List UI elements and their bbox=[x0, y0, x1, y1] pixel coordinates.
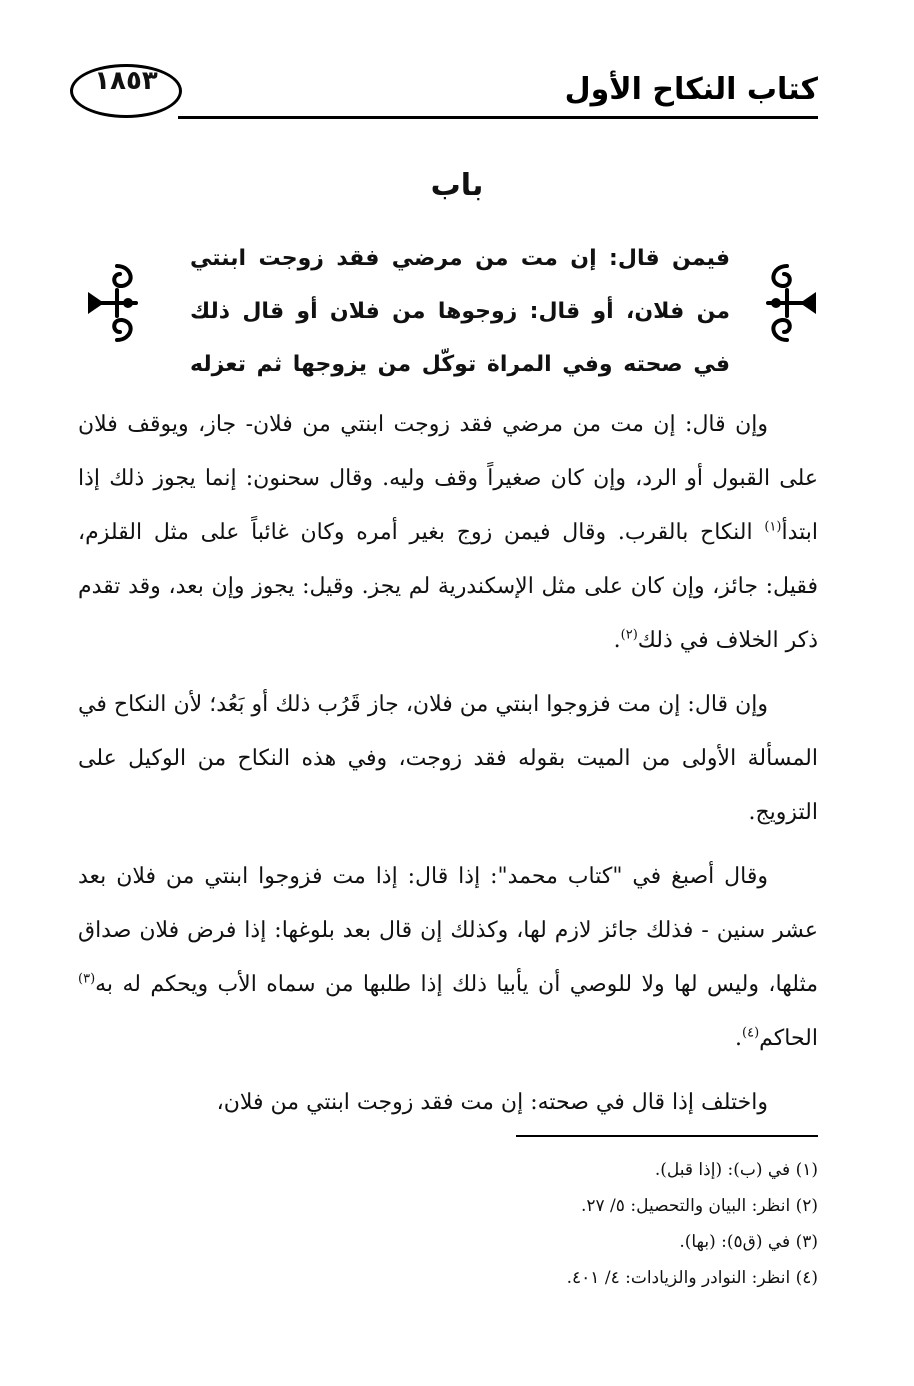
paragraph-1-text-a: وإن قال: إن مت من مرضي فقد زوجت ابنتي من فلان- جاز، ويوقف فلان على القبول أو الرد، وإن كان صغيراً وقف وليه. وقال سحنون: إنما يجوز ذلك إذا ابتدأ bbox=[78, 412, 818, 545]
header-rule bbox=[178, 116, 818, 119]
footnote-reference-3: (٣) bbox=[78, 971, 96, 987]
footnote-2: (٢) انظر: البيان والتحصيل: ٥/ ٢٧. bbox=[580, 1196, 818, 1216]
chapter-label: باب bbox=[430, 168, 484, 203]
footnote-3: (٣) في (ق٥): (بها). bbox=[679, 1232, 818, 1252]
paragraph-3-text-c: . bbox=[735, 1026, 743, 1051]
paragraph-3-text-b: الحاكم bbox=[759, 1026, 818, 1051]
page-number: ١٨٥٣ bbox=[94, 66, 158, 96]
paragraph-3-text-a: وقال أصبغ في "كتاب محمد": إذا قال: إذا مت فزوجوا ابنتي من فلان بعد عشر سنين - فذلك جائز لازم لها، وكذلك إن قال بعد بلوغها: إذا فرض فلان صداق مثلها، وليس لها ولا للوصي أن يأبيا ذلك إذا طلبها من سماه الأب ويحكم له به bbox=[78, 864, 818, 997]
body-text bbox=[78, 398, 818, 1140]
running-header bbox=[70, 58, 818, 128]
footnote-4: (٤) انظر: النوادر والزيادات: ٤/ ٤٠١. bbox=[566, 1268, 818, 1288]
paragraph-3 bbox=[78, 850, 818, 1066]
paragraph-2: وإن قال: إن مت فزوجوا ابنتي من فلان، جاز قَرُب ذلك أو بَعُد؛ لأن النكاح في المسألة الأولى من الميت بقوله فقد زوجت، وفي هذه النكاح من الوكيل على التزويج. bbox=[78, 692, 818, 825]
footnote-1: (١) في (ب): (إذا قبل). bbox=[654, 1160, 818, 1180]
ornament-left-icon bbox=[86, 262, 148, 344]
footnote-separator bbox=[516, 1135, 818, 1137]
footnote-reference-2: (٢) bbox=[620, 627, 638, 643]
book-title: كتاب النكاح الأول bbox=[564, 72, 818, 107]
footnotes bbox=[300, 1152, 818, 1296]
paragraph-4: واختلف إذا قال في صحته: إن مت فقد زوجت ابنتي من فلان، bbox=[216, 1090, 768, 1115]
footnote-reference-4: (٤) bbox=[742, 1025, 760, 1041]
paragraph-1-text-b: النكاح بالقرب. وقال فيمن زوج بغير أمره وكان غائباً على مثل القلزم، فقيل: جائز، وإن كان على مثل الإسكندرية لم يجز. وقيل: يجوز وإن بعد، وقد تقدم ذكر الخلاف في ذلك bbox=[78, 520, 818, 653]
chapter-title: فيمن قال: إن مت من مرضي فقد زوجت ابنتي من فلان، أو قال: زوجوها من فلان أو قال ذلك في صحته وفي المراة توكّل من يزوجها ثم تعزله bbox=[190, 246, 730, 377]
footnote-reference-1: (١) bbox=[764, 519, 782, 535]
ornament-right-icon bbox=[756, 262, 818, 344]
paragraph-1 bbox=[78, 398, 818, 668]
paragraph-1-text-c: . bbox=[613, 628, 621, 653]
